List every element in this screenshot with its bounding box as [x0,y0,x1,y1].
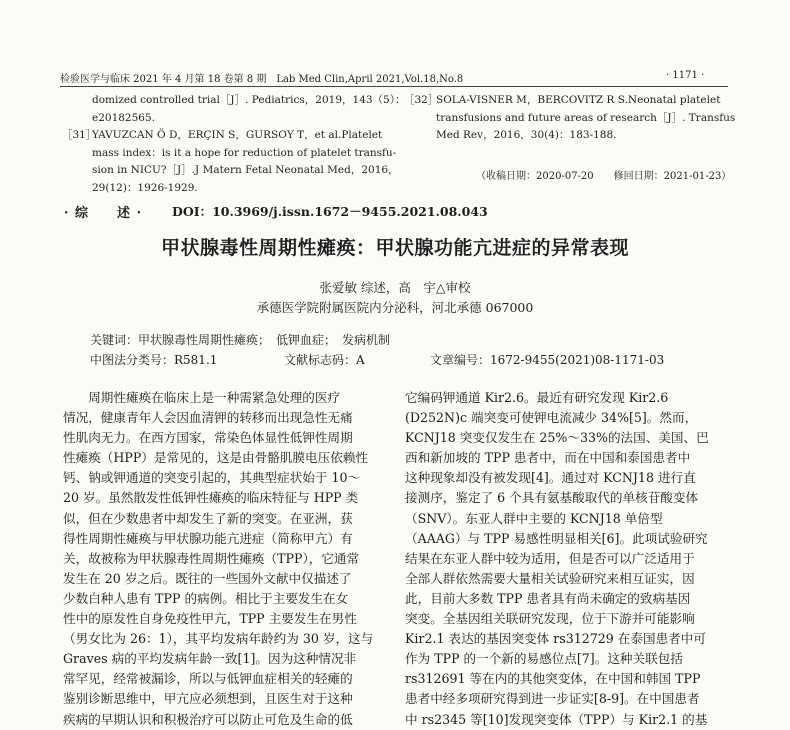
body-line: Kir2.1 表达的基因突变体 rs312729 在泰国患者中可 [405,631,706,647]
reference-number: ［32］ [404,94,439,106]
body-line: 接测序，鉴定了 6 个具有氨基酸取代的单核苷酸变体 [405,490,699,506]
body-line: 20 岁。虽然散发性低钾性瘫痪的临床特征与 HPP 类 [63,490,359,506]
body-line: 结果在东亚人群中较为适用，但是否可以广泛适用于 [405,550,695,566]
body-line: 它编码钾通道 Kir2.6。最近有研究发现 Kir2.6 [405,390,669,405]
affiliation: 承德医学院附属医院内分泌科，河北承德 067000 [256,300,534,315]
body-line: 鉴别诊断思维中，甲亢应必须想到，且医生对于这种 [63,691,353,707]
body-line: 得性周期性瘫痪与甲状腺功能亢进症（简称甲亢）有 [63,530,353,546]
body-line: 西和新加坡的 TPP 患者中，而在中国和泰国患者中 [405,450,691,466]
body-line: KCNJ18 突变仅发生在 25%～33%的法国、美国、巴 [405,430,709,446]
body-line: 这种现象却没有被发现[4]。通过对 KCNJ18 进行直 [405,470,696,486]
received-dates: （收稿日期：2020-07-20 修回日期：2021-01-23） [476,171,732,182]
reference-line: domized controlled trial［J］. Pediatrics，2019，143（5）： [92,94,406,106]
body-line: （AAAG）与 TPP 易感性明显相关[6]。此项试验研究 [405,530,708,546]
body-column-left [63,388,383,730]
reference-number: ［31］ [62,129,97,141]
reference-line: e20182565. [92,111,155,124]
body-line: 全部人群依然需要大量相关试验研究来相互证实，因 [405,570,695,586]
body-line: 患者中经多项研究得到进一步证实[8-9]。在中国患者 [405,691,700,707]
body-column-right [405,388,735,730]
article-title: 甲状腺毒性周期性瘫痪：甲状腺功能亢进症的异常表现 [160,237,629,259]
body-line: 性瘫痪（HPP）是常见的，这是由骨骼肌膜电压依赖性 [63,450,368,466]
body-line: 作为 TPP 的一个新的易感位点[7]。这种关联包括 [405,651,683,667]
body-line: 似，但在少数患者中却发生了新的突变。在亚洲，获 [63,510,353,526]
body-line: (D252N)c 端突变可使钾电流减少 34%[5]。然而， [405,410,698,426]
keywords: 关键词：甲状腺毒性周期性瘫痪； 低钾血症； 发病机制 [90,333,391,347]
section-label: · 综 述 · [64,206,143,221]
body-line: Graves 病的平均发病年龄一致[1]。因为这种情况非 [63,651,357,667]
body-line: 情况，健康青年人会因血清钾的转移而出现急性无痛 [63,410,353,426]
reference-line: mass index：is it a hope for reduction of platelet transfu- [92,146,397,159]
body-line: 此，目前大多数 TPP 患者具有尚未确定的致病基因 [405,590,691,606]
body-line: 钙、钠或钾通道的突变引起的，其典型症状始于 10～ [63,470,361,486]
body-line: 性肌肉无力。在西方国家，常染色体显性低钾性周期 [63,430,353,446]
body-line: rs312691 等在内的其他突变体，在中国和韩国 TPP [405,671,701,687]
document-code: 文献标志码：A [284,353,365,367]
body-line: （男女比为 26：1），其平均发病年龄约为 30 岁，这与 [63,631,374,647]
doi: DOI：10.3969/j.issn.1672－9455.2021.08.043 [172,204,488,219]
body-line: 发生在 20 岁之后。既往的一些国外文献中仅描述了 [63,570,352,586]
reference-line: transfusions and future areas of research［J］. Transfus [436,111,736,124]
running-header: 检验医学与临床 2021 年 4 月第 18 卷第 8 期 Lab Med Clin,April 2021,Vol.18,No.8 [60,74,464,85]
body-line: 周期性瘫痪在临床上是一种需紧急处理的医疗 [63,390,341,405]
body-line: （SNV）。东亚人群中主要的 KCNJ18 单倍型 [405,510,663,526]
authors: 张爱敏 综述，高 宇△审校 [319,280,471,295]
reference-line: 29(12)：1926-1929. [92,181,198,194]
reference-line: SOLA-VISNER M，BERCOVITZ R S.Neonatal platelet [436,94,721,106]
reference-line: YAVUZCAN Ö D，ERÇIN S，GURSOY T，et al.Platelet [92,129,383,141]
body-line: 关，故被称为甲状腺毒性周期性瘫痪（TPP），它通常 [63,550,360,566]
article-number: 文章编号：1672-9455(2021)08-1171-03 [430,353,665,367]
header-rule [60,86,728,87]
body-line: 常罕见，经常被漏诊，所以与低钾血症相关的轻瘫的 [63,671,353,687]
body-line: 突变。全基因组关联研究发现，位于下游并可能影响 [405,611,695,627]
reference-line: Med Rev，2016，30(4)：183-188. [436,129,617,141]
body-line: 疾病的早期认识和积极治疗可以防止可危及生命的低 [63,711,353,727]
clc-number: 中图法分类号：R581.1 [90,353,218,367]
body-line: 性中的原发性自身免疫性甲亢，TPP 主要发生在男性 [63,611,357,627]
body-line: 少数白种人患有 TPP 的病例。相比于主要发生在女 [63,590,349,606]
body-line: 中 rs2345 等[10]发现突变体（TPP）与 Kir2.1 的基 [405,711,708,727]
page-number: · 1171 · [666,70,705,81]
reference-line: sion in NICU?［J］.J Matern Fetal Neonatal Med，2016， [92,164,399,176]
